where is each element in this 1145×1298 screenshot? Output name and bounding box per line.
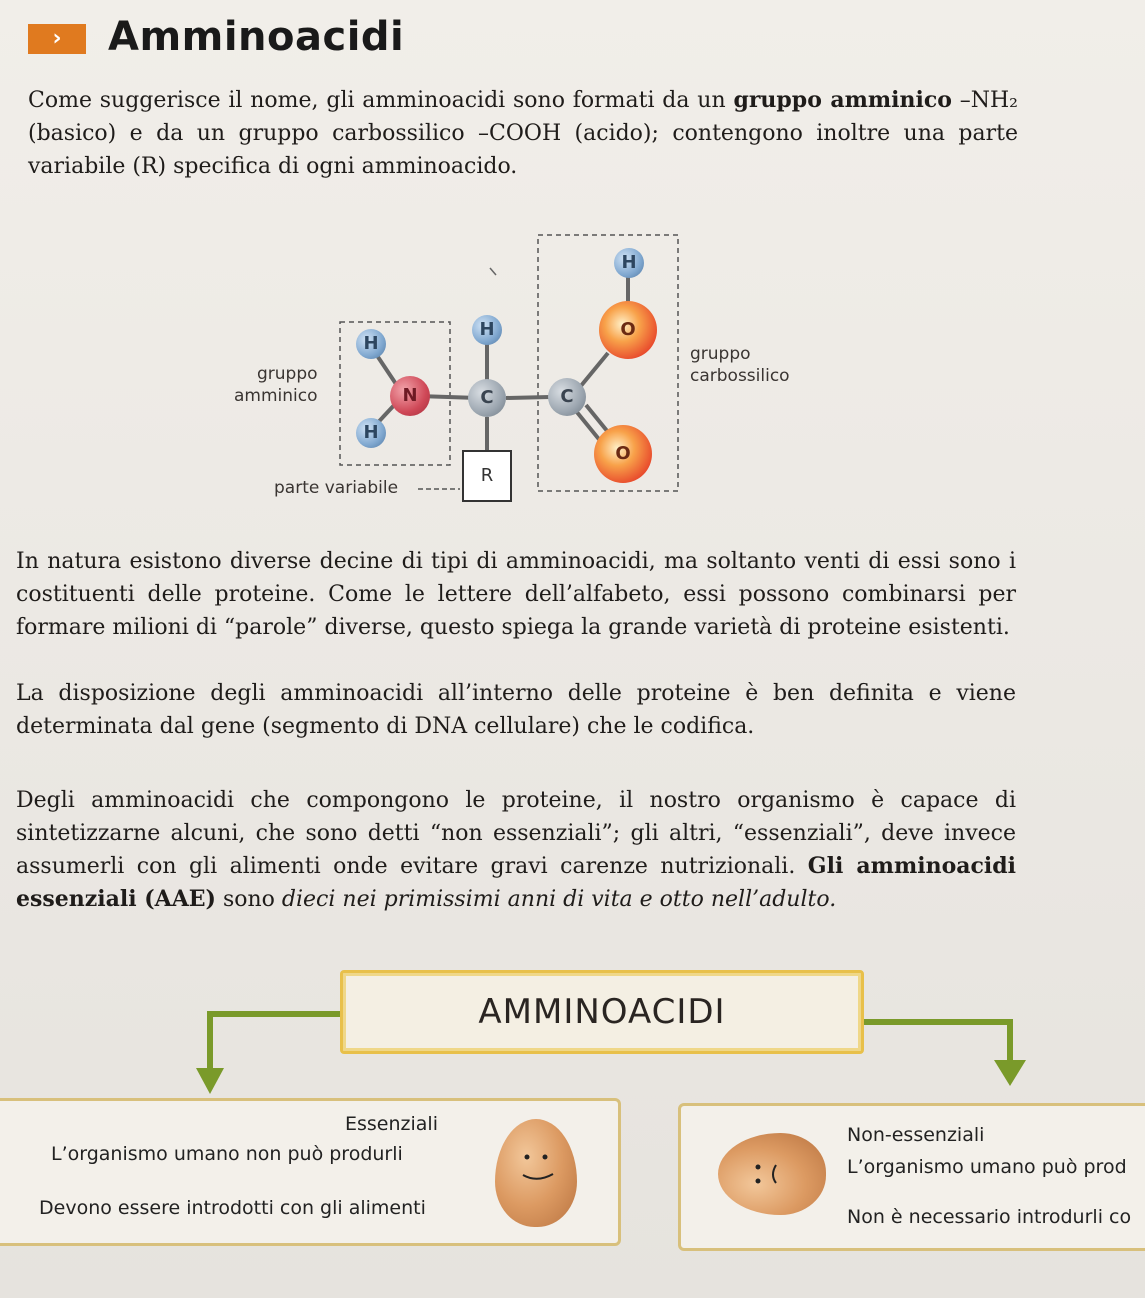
oxygen-atom: O bbox=[594, 425, 652, 483]
happy-egg-icon bbox=[495, 1119, 577, 1227]
page-title: Amminoacidi bbox=[108, 14, 405, 60]
section-marker-icon: › bbox=[28, 24, 86, 54]
non-essential-line-1: L’organismo umano può prod bbox=[847, 1156, 1127, 1178]
paragraph-gene-coding: La disposizione degli amminoacidi all’interno delle proteine è ben definita e viene determinata dal gene (segmento di DNA cellulare) che le codifica. bbox=[16, 681, 1016, 739]
carboxyl-group-label: gruppo carbossilico bbox=[690, 344, 790, 386]
egg-face bbox=[718, 1133, 826, 1215]
hydrogen-atom: H bbox=[472, 315, 502, 345]
concept-map-title: AMMINOACIDI bbox=[340, 970, 864, 1054]
essential-heading: Essenziali bbox=[345, 1113, 438, 1135]
p4-bold-aae: Gli amminoacidi essenziali (AAE) bbox=[16, 853, 1017, 912]
arrow-left-head-icon bbox=[196, 1068, 224, 1094]
essential-card bbox=[0, 1098, 621, 1246]
essential-line-1: L’organismo umano non può produrli bbox=[51, 1143, 403, 1165]
hydrogen-atom: H bbox=[356, 329, 386, 359]
non-essential-card bbox=[678, 1103, 1145, 1251]
worried-egg-icon bbox=[718, 1133, 826, 1215]
egg-face bbox=[495, 1119, 577, 1227]
hydrogen-atom: H bbox=[614, 248, 644, 278]
essential-line-2: Devono essere introdotti con gli alimenti bbox=[39, 1197, 426, 1219]
amino-group-label: gruppo amminico bbox=[234, 364, 318, 406]
non-essential-line-2: Non è necessario introdurli co bbox=[847, 1206, 1132, 1228]
intro-text-2: –NH₂ (basico) e da un gruppo carbossilico –COOH (acido); contengono inoltre una parte variabile (R) specifica di ogni amminoacido. bbox=[28, 88, 1018, 179]
nitrogen-atom: N bbox=[390, 376, 430, 416]
arrow-right-head-icon bbox=[994, 1060, 1026, 1086]
alpha-carbon-atom: C bbox=[468, 379, 506, 417]
intro-text-1: Come suggerisce il nome, gli amminoacidi sono formati da un bbox=[28, 88, 734, 113]
oxygen-atom: O bbox=[599, 301, 657, 359]
arrow-left-line bbox=[210, 1014, 340, 1078]
p4-text-2: sono bbox=[215, 887, 282, 912]
hydrogen-atom: H bbox=[356, 418, 386, 448]
p4-text-1: Degli amminoacidi che compongono le proteine, il nostro organismo è capace di sintetizzarne alcuni, che sono detti “non essenziali”; gli altri, “essenziali”, deve invece assumerli con gli alimenti onde evitare gravi carenze nutrizionali. bbox=[16, 788, 1016, 879]
r-group-box: R bbox=[462, 450, 512, 502]
arrow-right-line bbox=[858, 1022, 1010, 1068]
intro-bold-amino-group: gruppo amminico bbox=[733, 87, 952, 113]
carboxyl-carbon-atom: C bbox=[548, 378, 586, 416]
p4-italic-count: dieci nei primissimi anni di vita e otto nell’adulto. bbox=[281, 887, 837, 912]
variable-part-label: parte variabile bbox=[274, 478, 399, 498]
non-essential-heading: Non-essenziali bbox=[847, 1124, 985, 1146]
paragraph-protein-variety: In natura esistono diverse decine di tipi di amminoacidi, ma soltanto venti di essi sono i costituenti delle proteine. Come le lettere dell’alfabeto, essi possono combinarsi per formare milioni di “parole” diverse, questo spiega la grande varietà di proteine esistenti. bbox=[16, 549, 1016, 640]
